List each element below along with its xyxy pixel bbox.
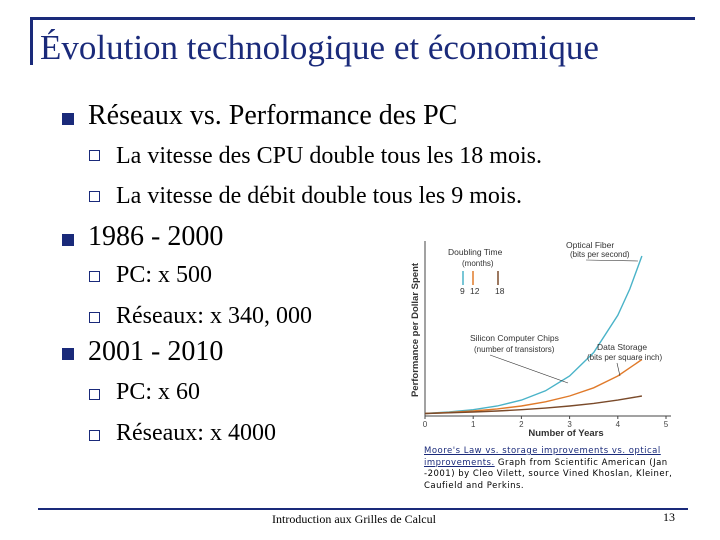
bullet-item: La vitesse des CPU double tous les 18 mois. xyxy=(116,143,542,169)
legend-value: 12 xyxy=(470,286,480,296)
bullet-item: PC: x 60 xyxy=(116,379,201,405)
x-tick-label: 1 xyxy=(470,420,476,429)
bullet-item: Réseaux: x 340, 000 xyxy=(116,303,312,329)
figure-caption xyxy=(424,446,686,492)
hollow-square-bullet-icon xyxy=(89,430,100,441)
series-unit-label: (number of transistors) xyxy=(474,345,555,354)
series-name-label: Data Storage xyxy=(597,342,648,352)
chart-image xyxy=(408,233,686,438)
bullet-item: PC: x 500 xyxy=(116,262,213,288)
footer-divider xyxy=(38,508,688,510)
hollow-square-bullet-icon xyxy=(89,271,100,282)
series-name-label: Optical Fiber xyxy=(566,240,615,250)
caption-text: Graph from Scientific American (Jan -2001) by Cleo Vilett, source Vined Khoslan, Kleiner, Caufield and Perkins. xyxy=(424,457,673,491)
square-bullet-icon xyxy=(62,348,74,360)
caption-link[interactable]: Moore's Law vs. storage improvements vs. optical improvements. xyxy=(424,446,661,468)
x-tick-label: 5 xyxy=(663,420,669,429)
page-number: 13 xyxy=(663,510,675,524)
chart-series-labels xyxy=(470,240,662,383)
legend-value: 9 xyxy=(460,286,465,296)
slide-title: Évolution technologique et économique xyxy=(40,28,599,67)
series-leader-line xyxy=(617,363,620,376)
series-unit-label: (bits per second) xyxy=(570,250,630,259)
title-frame-left xyxy=(30,17,33,65)
legend-title: Doubling Time xyxy=(448,247,503,257)
x-tick-label: 0 xyxy=(422,420,428,429)
bullet-item: La vitesse de débit double tous les 9 mois. xyxy=(116,183,522,209)
hollow-square-bullet-icon xyxy=(89,312,100,323)
series-line xyxy=(425,360,642,414)
legend-unit: (months) xyxy=(462,259,494,268)
title-frame-top xyxy=(30,17,695,20)
footer-text: Introduction aux Grilles de Calcul xyxy=(272,512,436,526)
doubling-time-legend xyxy=(448,247,505,296)
series-leader-line xyxy=(490,355,568,383)
hollow-square-bullet-icon xyxy=(89,191,100,202)
hollow-square-bullet-icon xyxy=(89,150,100,161)
series-leader-line xyxy=(586,260,638,261)
hollow-square-bullet-icon xyxy=(89,389,100,400)
section-heading: Réseaux vs. Performance des PC xyxy=(88,100,458,131)
series-unit-label: (bits per square inch) xyxy=(587,353,663,362)
bullet-item: Réseaux: x 4000 xyxy=(116,420,276,446)
section-heading: 1986 - 2000 xyxy=(88,221,224,252)
y-axis-label: Performance per Dollar Spent xyxy=(410,262,421,398)
square-bullet-icon xyxy=(62,234,74,246)
series-name-label: Silicon Computer Chips xyxy=(470,333,559,343)
square-bullet-icon xyxy=(62,113,74,125)
performance-chart xyxy=(408,233,686,438)
x-tick-label: 3 xyxy=(567,420,572,429)
x-tick-label: 2 xyxy=(519,420,524,429)
legend-value: 18 xyxy=(495,286,505,296)
x-axis-label: Number of Years xyxy=(528,428,604,438)
section-heading: 2001 - 2010 xyxy=(88,336,224,367)
x-tick-label: 4 xyxy=(615,420,621,429)
